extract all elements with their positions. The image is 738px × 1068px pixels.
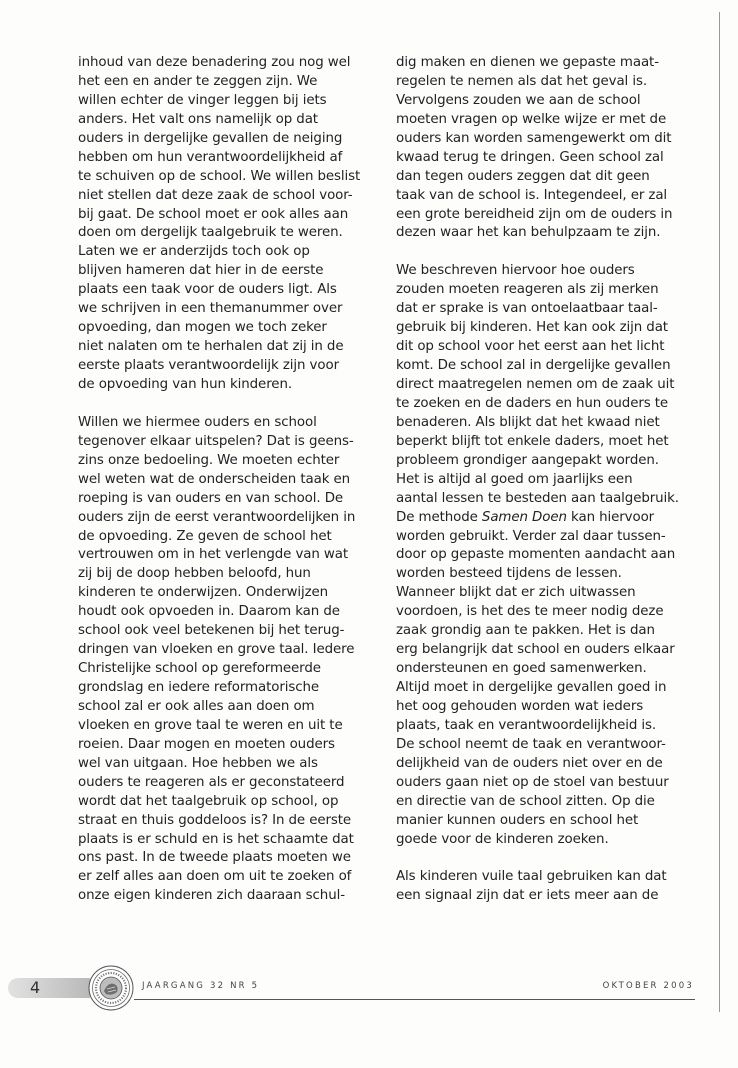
paragraph-gap bbox=[78, 395, 378, 414]
paragraph-gap bbox=[396, 849, 701, 868]
right-column-text-line: moeten vragen op welke wijze er met de bbox=[396, 111, 667, 127]
left-column-text-line: eerste plaats verantwoordelijk zijn voor bbox=[78, 358, 339, 373]
right-column-text-line: erg belangrijk dat school en ouders elkaar bbox=[396, 642, 675, 658]
left-column-text-line: de opvoeding van hun kinderen. bbox=[78, 376, 292, 392]
right-column-text-line: direct maatregelen nemen om de zaak uit bbox=[396, 377, 675, 392]
right-column-text-line: probleem grondiger aangepakt worden. bbox=[396, 452, 659, 468]
right-column-text-line: dig maken en dienen we gepaste maat- bbox=[396, 55, 659, 70]
left-column-text-line: vertrouwen om in het verlengde van wat bbox=[78, 547, 349, 563]
left-column-text-line: ouders zijn de eerst verantwoordelijken in bbox=[78, 509, 356, 525]
left-column-text-line: Laten we er anderzijds toch ook op bbox=[78, 244, 310, 260]
left-column-text-line: kinderen te onderwijzen. Onderwijzen bbox=[78, 585, 329, 601]
left-column-text-line: wordt dat het taalgebruik op school, op bbox=[78, 793, 339, 809]
page-number: 4 bbox=[30, 978, 41, 997]
left-column-text-line: bij gaat. De school moet er ook alles aan bbox=[78, 206, 349, 222]
left-column-text-line: school zal er ook alles aan doen om bbox=[78, 698, 315, 714]
right-column-text-line: worden besteed tijdens de lessen. bbox=[396, 566, 622, 582]
left-column-text-line: zins onze bedoeling. We moeten echter bbox=[78, 452, 340, 468]
left-column-text-line: onze eigen kinderen zich daaraan schul- bbox=[78, 888, 345, 904]
right-column-text-line: het oog gehouden worden wat ieders bbox=[396, 698, 644, 714]
left-column-text-line: school ook veel betekenen bij het terug- bbox=[78, 623, 345, 639]
method-name: Samen Doen bbox=[481, 509, 567, 525]
right-column-text-line: plaats, taak en verantwoordelijkheid is. bbox=[396, 717, 657, 733]
left-column-text-line: de opvoeding. Ze geven de school het bbox=[78, 528, 332, 544]
right-column-text-line: kwaad terug te dringen. Geen school zal bbox=[396, 149, 664, 165]
left-text-column bbox=[78, 54, 378, 906]
paragraph-gap bbox=[396, 243, 701, 262]
left-column-text-line: roeping is van ouders en van school. De bbox=[78, 490, 344, 506]
right-column-text-line: ondersteunen en goed samenwerken. bbox=[396, 661, 647, 677]
left-column-text-line: inhoud van deze benadering zou nog wel bbox=[78, 55, 351, 70]
right-column-text-line: taak van de school is. Integendeel, er zal bbox=[396, 187, 668, 203]
left-column-text-line: blijven hameren dat hier in de eerste bbox=[78, 263, 324, 279]
right-column-text-line: manier kunnen ouders en school het bbox=[396, 812, 639, 828]
right-column-text-line: dezen waar het kan behulpzaam te zijn. bbox=[396, 225, 661, 241]
right-column-text-line: ouders kan worden samengewerkt om dit bbox=[396, 130, 672, 146]
method-prefix: De methode bbox=[396, 509, 482, 525]
right-column-part-a bbox=[396, 54, 701, 509]
left-column-text-line: ons past. In de tweede plaats moeten we bbox=[78, 850, 351, 866]
right-column-text-line: en directie van de school zitten. Op die bbox=[396, 793, 655, 809]
right-column-text-line: gebruik bij kinderen. Het kan ook zijn dat bbox=[396, 320, 668, 336]
right-column-text-line: een signaal zijn dat er iets meer aan de bbox=[396, 888, 659, 904]
journal-seal-icon bbox=[88, 965, 134, 1011]
right-column-text-line: dit op school voor het eerst aan het licht bbox=[396, 339, 665, 355]
left-column-text-line: zij bij de doop hebben beloofd, hun bbox=[78, 566, 311, 582]
right-column-text-line: Altijd moet in dergelijke gevallen goed in bbox=[396, 680, 667, 695]
right-column-text-line: zaak grondig aan te pakken. Het is dan bbox=[396, 623, 655, 639]
right-column-text-line: door op gepaste momenten aandacht aan bbox=[396, 547, 676, 563]
left-column-text-line: opvoeding, dan mogen we toch zeker bbox=[78, 320, 327, 336]
left-column-text-line: er zelf alles aan doen om uit te zoeken of bbox=[78, 869, 352, 885]
right-column-text-line: Wanneer blijkt dat er zich uitwassen bbox=[396, 585, 636, 601]
right-column-text-line: benaderen. Als blijkt dat het kwaad niet bbox=[396, 414, 660, 430]
method-suffix: kan hiervoor bbox=[566, 509, 655, 525]
left-column-text-line: houdt ook opvoeden in. Daarom kan de bbox=[78, 604, 340, 620]
right-column-text-line: dat er sprake is van ontoelaatbaar taal- bbox=[396, 301, 658, 317]
left-column-text-line: plaats is er schuld en is het schaamte dat bbox=[78, 831, 354, 847]
right-text-column bbox=[396, 54, 701, 906]
left-column-text-line: anders. Het valt ons namelijk op dat bbox=[78, 111, 318, 127]
left-column-text-line: we schrijven in een themanummer over bbox=[78, 301, 343, 317]
left-column-text-line: wel weten wat de onderscheiden taak en bbox=[78, 471, 351, 487]
left-column-text-line: Willen we hiermee ouders en school bbox=[78, 414, 317, 430]
right-column-text-line: dan tegen ouders zeggen dat dit geen bbox=[396, 168, 650, 184]
left-column-text-line: niet nalaten om te herhalen dat zij in de bbox=[78, 339, 344, 355]
right-column-text-line: te zoeken en de daders en hun ouders te bbox=[396, 395, 669, 411]
right-column-text-line: een grote bereidheid zijn om de ouders in bbox=[396, 206, 673, 222]
left-column-text-line: vloeken en grove taal te weren en uit te bbox=[78, 717, 343, 733]
right-column-text-line: Het is altijd al goed om jaarlijks een bbox=[396, 471, 633, 487]
left-column-text-line: dringen van vloeken en grove taal. Iedere bbox=[78, 642, 355, 658]
left-column-text-line: doen om dergelijk taalgebruik te weren. bbox=[78, 225, 343, 241]
left-column-text-line: niet stellen dat deze zaak de school voor- bbox=[78, 187, 353, 203]
right-column-text-line: regelen te nemen als dat het geval is. bbox=[396, 73, 647, 89]
right-column-text-line: beperkt blijft tot enkele daders, moet het bbox=[396, 433, 669, 449]
right-column-text-line: delijkheid van de ouders niet over en de bbox=[396, 755, 663, 771]
method-line bbox=[396, 509, 701, 528]
left-column-text-line: wel van uitgaan. Hoe hebben we als bbox=[78, 755, 318, 771]
page-number-tab bbox=[8, 978, 90, 998]
left-column-text-line: willen echter de vinger leggen bij iets bbox=[78, 92, 327, 108]
right-column-text-line: zouden moeten reageren als zij merken bbox=[396, 282, 659, 298]
left-column-text-line: ouders te reageren als er geconstateerd bbox=[78, 774, 345, 790]
left-column-text-line: het een en ander te zeggen zijn. We bbox=[78, 73, 318, 89]
page-edge-line bbox=[719, 12, 720, 1012]
right-column-text-line: Vervolgens zouden we aan de school bbox=[396, 92, 641, 108]
right-column-text-line: komt. De school zal in dergelijke gevallen bbox=[396, 358, 671, 374]
right-column-text-line: We beschreven hiervoor hoe ouders bbox=[396, 263, 635, 279]
left-column-text-line: plaats een taak voor de ouders ligt. Als bbox=[78, 282, 337, 298]
right-column-text-line: ouders gaan niet op de stoel van bestuur bbox=[396, 774, 669, 790]
footer-rule bbox=[134, 999, 695, 1000]
right-column-text-line: De school neemt de taak en verantwoor- bbox=[396, 736, 666, 752]
left-column-text-line: grondslag en iedere reformatorische bbox=[78, 680, 320, 695]
issue-date: OKTOBER 2003 bbox=[602, 981, 694, 991]
right-column-text-line: worden gebruikt. Verder zal daar tussen- bbox=[396, 528, 666, 544]
right-column-text-line: voordoen, is het des te meer nodig deze bbox=[396, 604, 664, 620]
left-column-text-line: Christelijke school op gereformeerde bbox=[78, 661, 321, 677]
left-column-text-line: straat en thuis goddeloos is? In de eerste bbox=[78, 812, 352, 828]
right-column-text-line: aantal lessen te besteden aan taalgebruik. bbox=[396, 490, 679, 506]
left-column-text-line: hebben om hun verantwoordelijkheid af bbox=[78, 149, 343, 165]
right-column-text-line: Als kinderen vuile taal gebruiken kan dat bbox=[396, 869, 667, 885]
journal-volume-issue: JAARGANG 32 NR 5 bbox=[142, 981, 260, 991]
left-column-text-line: roeien. Daar mogen en moeten ouders bbox=[78, 736, 335, 752]
page-footer bbox=[0, 964, 738, 1024]
right-column-text-line: goede voor de kinderen zoeken. bbox=[396, 831, 609, 847]
left-column-text-line: te schuiven op de school. We willen beslist bbox=[78, 168, 361, 184]
left-column-text-line: tegenover elkaar uitspelen? Dat is geens- bbox=[78, 433, 354, 449]
left-column-text-line: ouders in dergelijke gevallen de neiging bbox=[78, 130, 343, 146]
right-column-part-b bbox=[396, 528, 701, 907]
